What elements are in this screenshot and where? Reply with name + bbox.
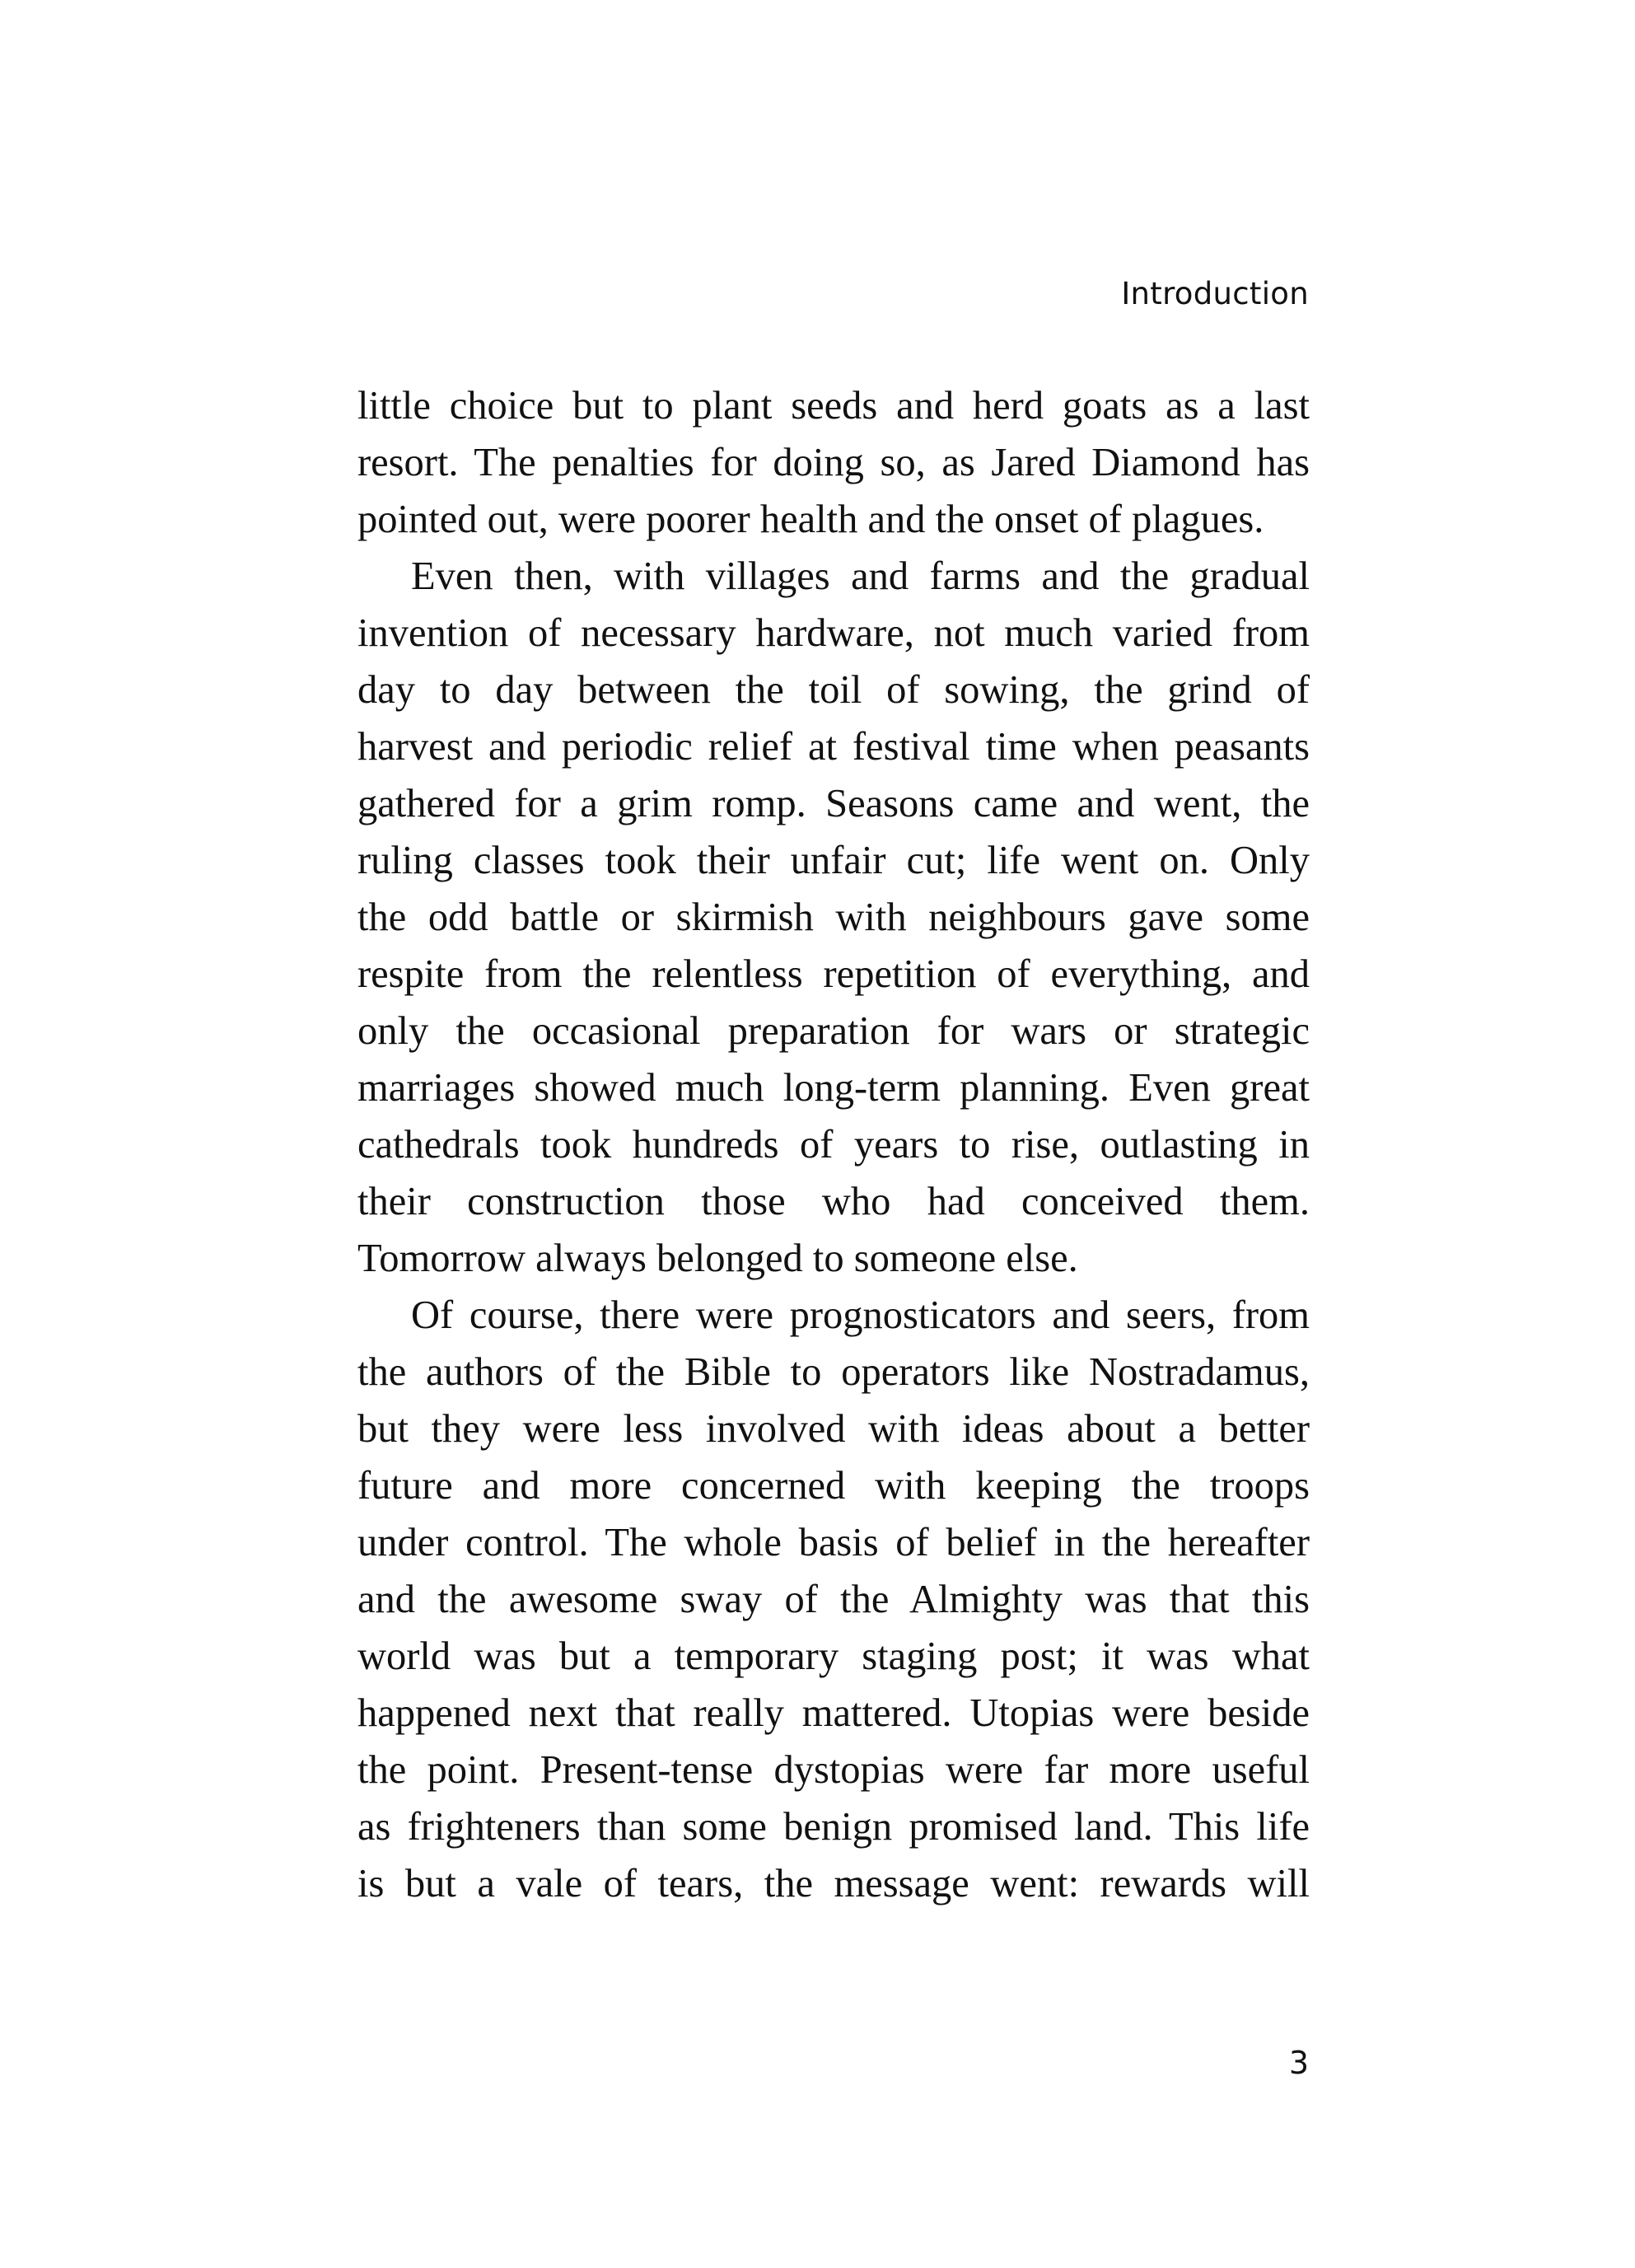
text-line: only the occasional preparation for wars or strategic: [357, 1009, 1310, 1053]
text-line: Tomorrow always belonged to someone else.: [357, 1237, 1078, 1280]
text-line: the authors of the Bible to operators like Nostradamus,: [357, 1350, 1310, 1394]
running-head: Introduction: [1121, 276, 1309, 311]
text-line: and the awesome sway of the Almighty was that this: [357, 1578, 1310, 1621]
text-line: pointed out, were poorer health and the onset of plagues.: [357, 498, 1264, 541]
text-line: under control. The whole basis of belief in the hereafter: [357, 1521, 1310, 1564]
text-line: ruling classes took their unfair cut; life went on. Only: [357, 839, 1310, 882]
text-line: is but a vale of tears, the message went: rewards will: [357, 1862, 1310, 1906]
text-line: harvest and periodic relief at festival time when peasants: [357, 725, 1310, 769]
text-line: the point. Present-tense dystopias were far more useful: [357, 1748, 1310, 1792]
text-line: marriages showed much long-term planning. Even great: [357, 1066, 1310, 1110]
text-line: respite from the relentless repetition of everything, and: [357, 952, 1310, 996]
text-line: world was but a temporary staging post; it was what: [357, 1634, 1310, 1678]
text-line: invention of necessary hardware, not much varied from: [357, 611, 1310, 655]
text-line: cathedrals took hundreds of years to rise, outlasting in: [357, 1123, 1310, 1167]
text-line: happened next that really mattered. Utopias were beside: [357, 1691, 1310, 1735]
page-number: 3: [1288, 2045, 1309, 2081]
body-text: [357, 377, 1310, 1912]
text-line: day to day between the toil of sowing, the grind of: [357, 668, 1310, 712]
paragraph-2: [357, 548, 1310, 1287]
text-line: as frighteners than some benign promised land. This life: [357, 1805, 1310, 1849]
text-line: but they were less involved with ideas about a better: [357, 1407, 1310, 1451]
paragraph-1: [357, 377, 1310, 548]
text-line: gathered for a grim romp. Seasons came and went, the: [357, 782, 1310, 825]
text-line: the odd battle or skirmish with neighbours gave some: [357, 896, 1310, 939]
paragraph-3: [357, 1287, 1310, 1912]
text-line: Even then, with villages and farms and the gradual: [411, 554, 1310, 598]
text-line: little choice but to plant seeds and herd goats as a last: [357, 384, 1310, 428]
text-line: future and more concerned with keeping the troops: [357, 1464, 1310, 1508]
text-line: Of course, there were prognosticators and seers, from: [411, 1293, 1310, 1337]
text-line: resort. The penalties for doing so, as Jared Diamond has: [357, 441, 1310, 484]
text-line: their construction those who had conceived them.: [357, 1180, 1310, 1223]
